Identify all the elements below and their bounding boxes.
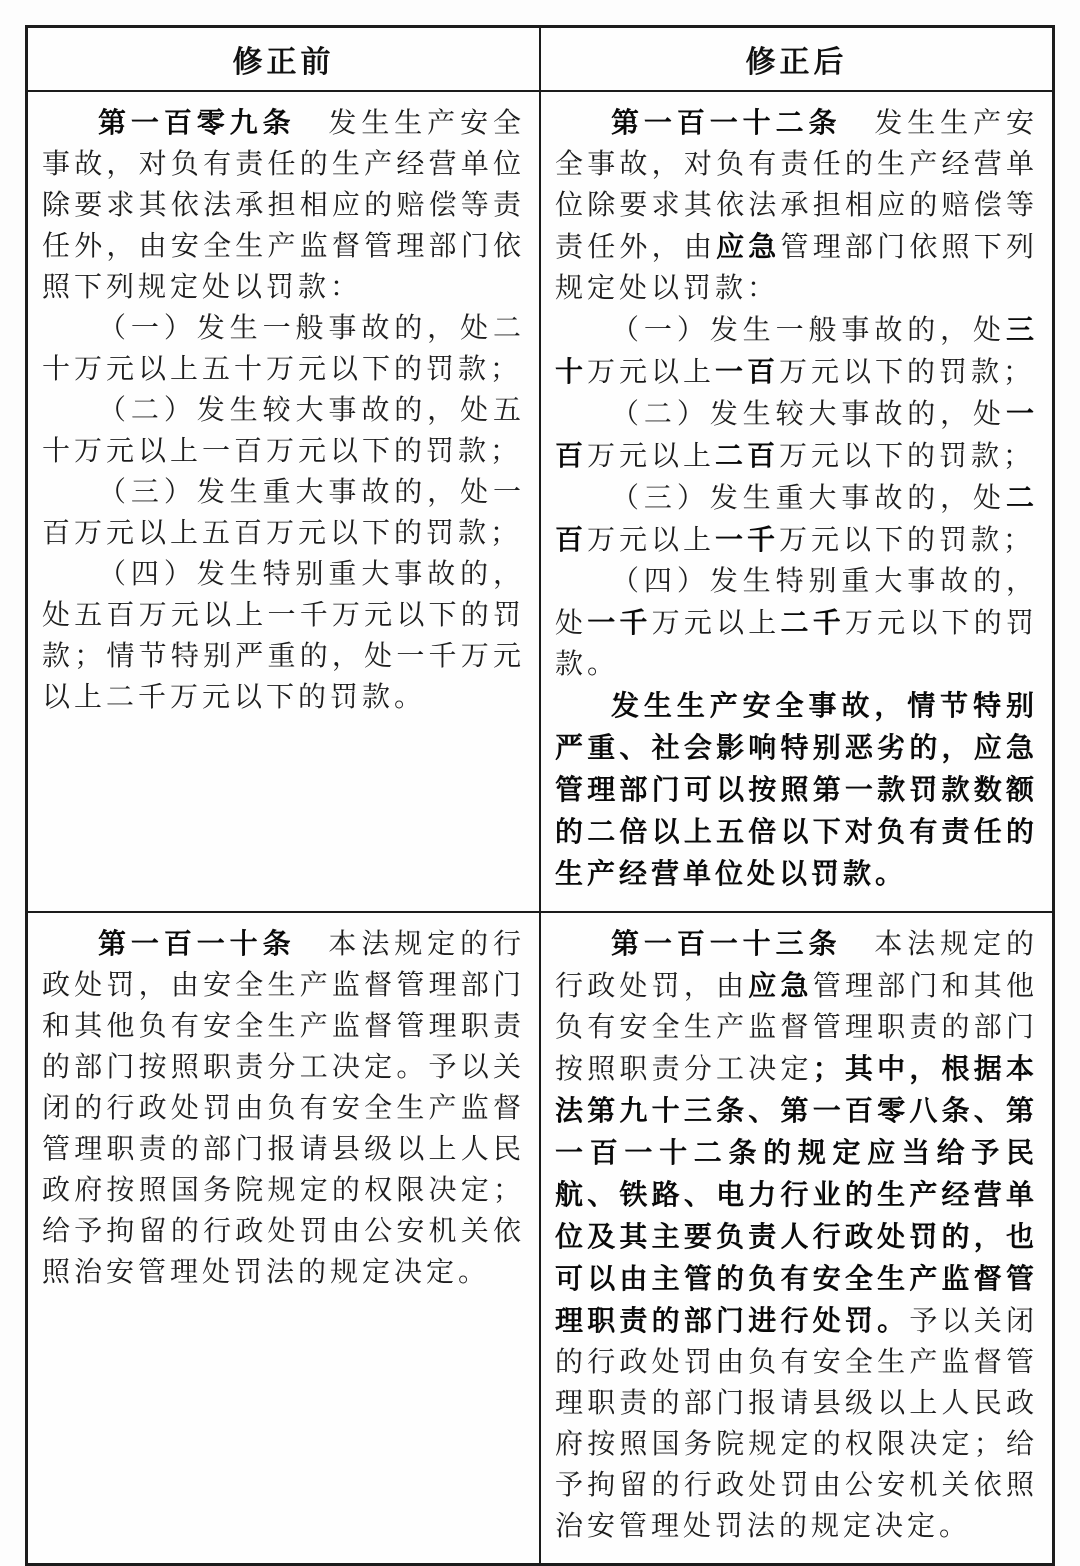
- paragraph: [555, 923, 1038, 1547]
- paragraph: [555, 561, 1038, 685]
- amended-text: ；其中，根据本法第九十三条、第一百零八条、第一百一十二条的规定应当给予民航、铁路、电力行业的生产经营单位及其主要负责人行政处罚的，也可以由主管的负有安全生产监督管理职责的部门进行处罚。: [555, 1053, 1038, 1336]
- header-before: 修正前: [27, 27, 541, 92]
- text-run: 万元以下的罚款；: [779, 357, 1036, 388]
- text-run: （三）发生重大事故的，处一百万元以上五百万元以下的罚款；: [42, 477, 525, 549]
- amended-text: 第一百一十条: [98, 928, 296, 959]
- header-row: [27, 27, 1054, 92]
- paragraph: [42, 554, 525, 718]
- text-run: （四）发生特别重大事故的，处五百万元以上一千万元以下的罚款；情节特别严重的，处一千万元以上二千万元以下的罚款。: [42, 559, 525, 713]
- text-run: 发生生产安全事故，对负有责任的生产经营单位除要求其依法承担相应的赔偿等责任外，由: [555, 108, 1038, 263]
- cell-before-row2: [27, 912, 541, 1565]
- text-run: 发生生产安全事故，对负有责任的生产经营单位除要求其依法承担相应的赔偿等责任外，由安全生产监督管理部门依照下列规定处以罚款：: [42, 108, 525, 303]
- amended-text: 二千: [780, 607, 845, 638]
- amended-text: 第一百一十三条: [611, 928, 842, 959]
- amended-text: 第一百一十二条: [611, 107, 842, 138]
- table-body: [27, 91, 1054, 1565]
- paragraph: [555, 477, 1038, 561]
- text-run: 本法规定的行政处罚，由: [555, 929, 1038, 1002]
- amended-text: 一百: [555, 398, 1038, 471]
- paragraph: [555, 102, 1038, 309]
- text-run: 万元以下的罚款。: [555, 608, 1038, 680]
- table-header: [27, 27, 1054, 92]
- amended-text: 一千: [587, 607, 652, 638]
- text-run: （四）发生特别重大事故的，处: [555, 566, 1038, 639]
- text-run: 管理部门依照下列规定处以罚款：: [555, 232, 1038, 304]
- cell-after-row2: [540, 912, 1054, 1565]
- paragraph: [555, 393, 1038, 477]
- text-run: 万元以下的罚款；: [779, 441, 1036, 472]
- header-after: 修正后: [540, 27, 1054, 92]
- cell-after-row1: [540, 91, 1054, 912]
- cell-before-row1: [27, 91, 541, 912]
- amended-text: 一千: [715, 524, 780, 555]
- text-run: 本法规定的行政处罚，由安全生产监督管理部门和其他负有安全生产监督管理职责的部门按照职责分工决定。予以关闭的行政处罚由负有安全生产监督管理职责的部门报请县级以上人民政府按照国务院规定的权限决定；给予拘留的行政处罚由公安机关依照治安管理处罚法的规定决定。: [42, 929, 525, 1288]
- paragraph: [42, 472, 525, 554]
- amended-text: 应急: [748, 970, 813, 1001]
- amended-text: 应急: [716, 231, 781, 262]
- amended-text: 二百: [555, 482, 1038, 555]
- text-run: （二）发生较大事故的，处: [611, 399, 1006, 430]
- text-run: （一）发生一般事故的，处: [611, 315, 1006, 346]
- text-run: （二）发生较大事故的，处五十万元以上一百万元以下的罚款；: [42, 395, 525, 467]
- amended-text: 二百: [715, 440, 780, 471]
- text-run: 万元以上: [651, 608, 781, 639]
- text-run: （一）发生一般事故的，处二十万元以上五十万元以下的罚款；: [42, 313, 525, 385]
- text-run: 予以关闭的行政处罚由负有安全生产监督管理职责的部门报请县级以上人民政府按照国务院规定的权限决定；给予拘留的行政处罚由公安机关依照治安管理处罚法的规定决定。: [555, 1306, 1038, 1542]
- table-row: [27, 91, 1054, 912]
- text-run: 万元以上: [587, 441, 716, 472]
- paragraph: [42, 308, 525, 390]
- text-run: 管理部门和其他负有安全生产监督管理职责的部门按照职责分工决定: [555, 971, 1038, 1085]
- paragraph: [42, 390, 525, 472]
- amended-text: 第一百零九条: [98, 107, 296, 138]
- paragraph: [42, 102, 525, 308]
- paragraph: [555, 309, 1038, 393]
- table-row: [27, 912, 1054, 1565]
- text-run: （三）发生重大事故的，处: [611, 483, 1006, 514]
- amended-text: 一百: [715, 356, 780, 387]
- paragraph: [555, 685, 1038, 895]
- text-run: 万元以下的罚款；: [779, 525, 1036, 556]
- amended-text: 发生生产安全事故，情节特别严重、社会影响特别恶劣的，应急管理部门可以按照第一款罚款数额的二倍以上五倍以下对负有责任的生产经营单位处以罚款。: [555, 690, 1038, 889]
- text-run: 万元以上: [587, 525, 716, 556]
- comparison-table: [25, 25, 1055, 1566]
- paragraph: [42, 923, 525, 1293]
- text-run: 万元以上: [587, 357, 716, 388]
- amended-text: 三十: [555, 314, 1038, 387]
